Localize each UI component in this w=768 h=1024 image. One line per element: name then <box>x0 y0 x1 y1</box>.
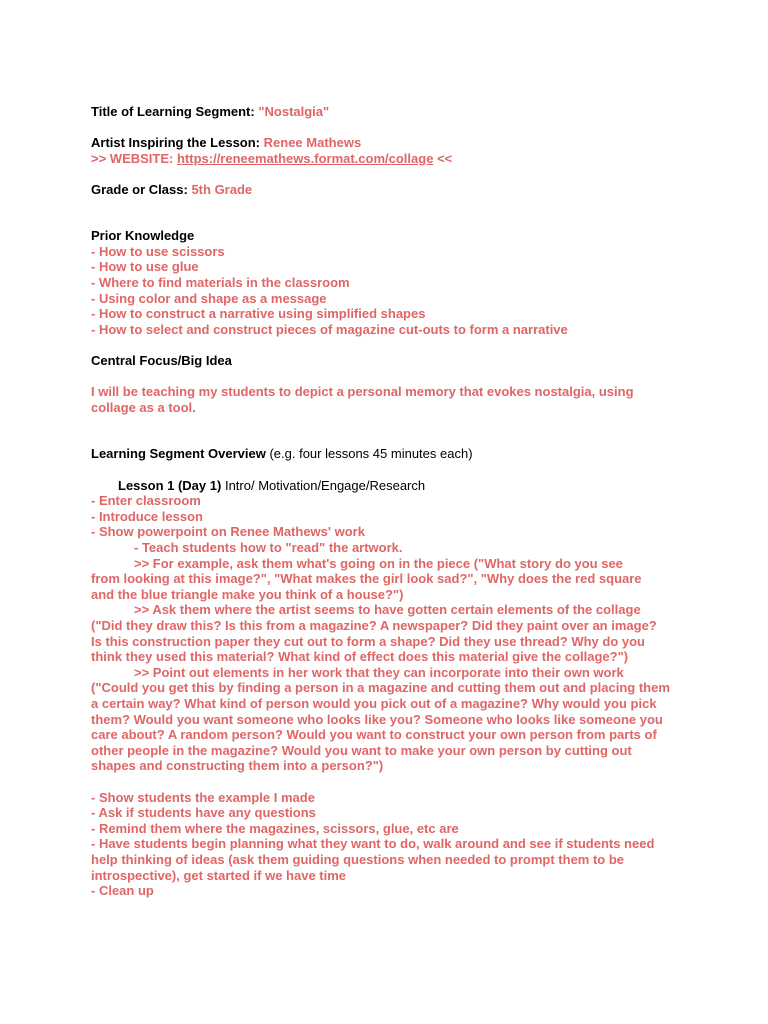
title-line <box>91 104 691 120</box>
lesson1-final-item: - Show students the example I made <box>91 789 315 805</box>
artist-label: Artist Inspiring the Lesson: <box>91 135 261 151</box>
website-prefix: >> WEBSITE: <box>91 150 174 166</box>
lesson1-example-rest: from looking at this image?", "What makes the girl look sad?", "Why does the red square and the blue triangle make you think of a house?") <box>91 571 642 602</box>
prior-item: - How to use glue <box>91 259 199 275</box>
lesson1-heading <box>91 478 691 494</box>
lesson1-final-item: - Have students begin planning what they want to do, walk around and see if students need help thinking of ideas (ask them guiding questions when needed to prompt them to be introspective), get started if we have time <box>91 836 655 883</box>
prior-item: - How to use scissors <box>91 243 225 259</box>
lesson1-final-item: - Clean up <box>91 883 154 899</box>
overview-note: (e.g. four lessons 45 minutes each) <box>269 446 473 462</box>
lesson1-title: Lesson 1 (Day 1) <box>118 477 222 493</box>
central-focus-heading: Central Focus/Big Idea <box>91 352 232 368</box>
lesson1-subtitle: Intro/ Motivation/Engage/Research <box>224 477 426 493</box>
lesson1-item: - Enter classroom <box>91 493 201 509</box>
overview-label: Learning Segment Overview <box>91 446 266 462</box>
title-value: "Nostalgia" <box>258 104 330 119</box>
website-line <box>91 151 691 167</box>
lesson1-example-first: >> For example, ask them what's going on in the piece ("What story do you see <box>134 555 623 571</box>
lesson1-point-first: >> Point out elements in her work that they can incorporate into their own work <box>134 664 624 680</box>
lesson1-final-item: - Remind them where the magazines, scissors, glue, etc are <box>91 820 459 836</box>
lesson1-item: - Introduce lesson <box>91 508 203 524</box>
grade-value: 5th Grade <box>191 181 253 197</box>
lesson1-artist-rest: ("Did they draw this? Is this from a magazine? A newspaper? Did they paint over an image? Is this construction paper they cut out to form a shape? Did they use thread? Why do you think they used this material? What kind of effect does this material give the collage?") <box>91 618 657 665</box>
overview-line <box>91 446 691 462</box>
artist-value: Renee Mathews <box>263 135 362 151</box>
prior-item: - How to select and construct pieces of magazine cut-outs to form a narrative <box>91 321 568 337</box>
lesson1-point-rest: ("Could you get this by finding a person in a magazine and cutting them out and placing them a certain way? What kind of person would you pick out of a magazine? Why would you pick them? Would you want someone who looks like you? Someone who looks like someone you care about? A random person? Would you want to construct your own person from parts of other people in the magazine? Would you want to make your own person by cutting out shapes and constructing them into a person?") <box>91 680 670 774</box>
document-page <box>91 104 691 899</box>
lesson1-final-item: - Ask if students have any questions <box>91 805 316 821</box>
grade-label: Grade or Class: <box>91 181 188 197</box>
website-suffix: << <box>437 150 453 166</box>
grade-line <box>91 182 691 198</box>
website-link[interactable]: https://reneemathews.format.com/collage <box>176 150 434 166</box>
title-label: Title of Learning Segment: <box>91 104 255 119</box>
lesson1-item: - Show powerpoint on Renee Mathews' work <box>91 524 365 540</box>
central-focus-text: I will be teaching my students to depict a personal memory that evokes nostalgia, using collage as a tool. <box>91 384 634 415</box>
prior-item: - Using color and shape as a message <box>91 290 327 306</box>
artist-line <box>91 135 691 151</box>
lesson1-teach-item: - Teach students how to "read" the artwork. <box>134 540 403 556</box>
lesson1-artist-first: >> Ask them where the artist seems to have gotten certain elements of the collage <box>134 602 641 618</box>
prior-knowledge-heading: Prior Knowledge <box>91 228 195 244</box>
prior-item: - How to construct a narrative using simplified shapes <box>91 306 426 322</box>
prior-item: - Where to find materials in the classroom <box>91 274 350 290</box>
